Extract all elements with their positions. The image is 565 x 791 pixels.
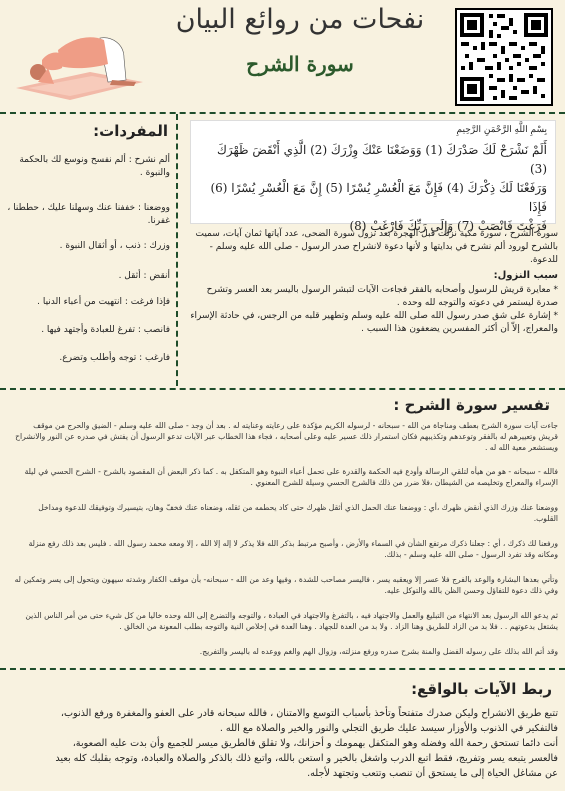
rabt-title: ربط الآيات بالواقع: xyxy=(411,680,552,698)
sabab-line: * معايرة قريش للرسول وأصحابه بالفقر فجاءت الآيات لتبشر الرسول باليسر بعد العسر وتشرح صدرة ليستمر في دعوته والتوجه لله وحده . xyxy=(206,285,558,308)
tafsir-paragraph: وقد أتم الله بذلك على رسوله الفضل والمنة بشرح صدره ورفع منزلته، وزوال الهم والغم ووعده له باليسر والتفريج. xyxy=(199,647,558,656)
divider-rabt xyxy=(0,668,565,670)
header xyxy=(0,0,565,112)
tafsir-paragraph: فالله - سبحانه - هو من هيأه لتلقي الرسالة وأودع فيه الحكمة والقدرة على تحمل أعباء النبوة وهو المتكفل به . كما ذكر البعض أن المقصود بالشرح - الشرح الحسي في ليلة الإسراء والمعراج وتخليصه من الشيطان ،فلا ضرر من ذلك فالشرح الحسي وسيلة للشرح المعنوي . xyxy=(24,467,558,487)
vocab-item: فانصب : تفرغ للعبادة وأجتهد فيها . xyxy=(41,325,170,335)
ayah-line: فَرَغْتَ فَانْصَبْ (7) وَإِلَى رَبِّكَ فَارْغَبْ (8) xyxy=(349,219,547,233)
tafsir-paragraph: وتأتي بعدها البشارة والوعد بالفرج فلا عسر إلا ويعقبه يسر ، فاليسر مصاحب للشدة ، وفيها وعد من الله - سبحانه- بأن موقف الكفار وشدته سيهون ويتحول إلى يسر وتمكين له وفي ذلك دعوة للتفاؤل وحسن الظن بالله والتوكل عليه. xyxy=(14,575,558,595)
vocab-item: وزرك : ذنب ، أو أثقال النبوة . xyxy=(59,241,170,251)
vocab-item: فارغب : توجه وأطلب وتضرع. xyxy=(59,353,170,363)
prostrating-man-illustration xyxy=(8,10,148,105)
basmala: بِسْمِ اللَّهِ الرَّحْمَنِ الرَّحِيمِ xyxy=(456,125,547,135)
vocab-item: ووضعنا : خففنا عنك وسهلنا عليك ، حططنا ، غفرنا. xyxy=(7,203,170,226)
tafsir-paragraph: ورفعنا لك ذكرك ، أي : جعلنا ذكرك مرتفع الشأن في السماء والأرض ، وأصبح مرتبط بذكر الله فلا يذكر لا إله إلا الله ، إلا ومعه محمد رسول الله . فليس بعد ذلك رفع منزلة ومكانه وقد تفرد الرسول - صلى الله عليه وسلم - بذلك. xyxy=(28,539,558,559)
divider-tafsir xyxy=(0,388,565,390)
ayah-line: أَلَمْ نَشْرَحْ لَكَ صَدْرَكَ (1) وَوَضَعْنَا عَنْكَ وِزْرَكَ (2) الَّذِي أَنْقَضَ ظَهْرَكَ (3) xyxy=(216,143,547,176)
sabab-title: سبب النزول: xyxy=(493,270,558,281)
surah-intro: سورة الشرح ، سورة مكية نزلت قبل الهجرة بعد نزول سورة الضحى، عدد آياتها ثمان آيات، سميت بالشرح لورود ألم نشرح في بدايتها و لأنها دعوة لانشراح صدر الرسول - صلى الله عليه وسلم - للدعوة. xyxy=(195,229,558,265)
page-subtitle: سورة الشرح xyxy=(246,52,354,76)
rabt-line: عن مشاغل الحياة إلى ما يستحق أن تنصب وتتعب وتجتهد لأجله. xyxy=(307,768,558,779)
tafsir-title: تفسير سورة الشرح : xyxy=(393,396,550,414)
tafsir-paragraph: جاءت آيات سورة الشرح بعطف ومناجاة من الله - سبحانه - لرسوله الكريم مؤكدة على رعايته وعنايته له . بعد أن وجد - صلى الله عليه وسلم - الضيق والحرج من موقف قريش وتعييرهم له بالفقر وتوعدهم وتكذيبهم فكان استمرار ذلك عسير عليه وعلى أصحابه ، فجاء هذا الخطاب عبر الآيات تدعو الرسول أن يفتش في صدره عن النور والانشراح ويستشعر معية الله له . xyxy=(15,421,558,452)
sabab-line: * إشارة على شق صدر رسول الله صلى الله عليه وسلم وتطهير قلبه من الرجس، في حادثة الإسراء والمعراج، إلاّ أن أكثر المفسرين يضعفون هذا السبب . xyxy=(190,311,558,334)
vocab-item: ألم نشرح : ألم نفسح ونوسع لك بالحكمة والنبوة . xyxy=(19,155,170,178)
vocab-item: فإذا فرغت : انتهيت من أعباء الدنيا . xyxy=(37,297,170,307)
rabt-line: فالتفكير في الذنوب والأوزار سيسد عليك طريق التجلي والنور والخير والصلاة مع الله . xyxy=(219,723,558,734)
ayah-line: وَرَفَعْنَا لَكَ ذِكْرَكَ (4) فَإِنَّ مَعَ الْعُسْرِ يُسْرًا (5) إِنَّ مَعَ الْعُسْرِ يُسْرًا (6) فَإِذَا xyxy=(210,181,547,214)
divider-header xyxy=(0,112,565,114)
sabab-body xyxy=(186,284,558,336)
tafsir-paragraph: ووضعنا عنك وزرك الذي أنقض ظهرك ،أي : ووضعنا عنك الحمل الذي أثقل ظهرك حتى كاد يحطمه من ثقله، وضعناه عنك فخفّ وهان، بتيسيرك وتوفيقك للدعوة ومداخل القلوب. xyxy=(38,503,558,523)
tafsir-paragraph: ثم يدعو الله الرسول بعد الانتهاء من التبليغ والعمل والاجتهاد فيه ، بالتفرغ والاجتهاد في العبادة ، والتوجه والتضرع إلى الله وحده خاليا من كل شيء حتى من أمر الناس الذين يشتغل بدعوتهم . . فلا بد من الزاد للطريق وهنا الزاد . ولا بد من العدة للجهاد . وهنا العدة في إخلاص النية والتوجه بطلب المعونة من الخالق . xyxy=(25,611,558,631)
vocab-title: المفردات: xyxy=(93,122,168,140)
rabt-line: تتبع طريق الانشراح وليكن صدرك متفتحاً وتأخذ بأسباب التوسع والامتنان ، فالله سبحانه قادر على العفو والمغفرة ورفع الذنوب، xyxy=(60,708,558,719)
qr-code-icon xyxy=(455,8,553,106)
divider-vertical xyxy=(176,114,178,386)
page-title: نفحات من روائع البيان xyxy=(175,4,425,35)
vocab-item: أنقض : أثقل . xyxy=(118,271,170,281)
rabt-line: أنت دائما تستحق رحمة الله وفضله وهو المتكفل بهمومك و أحزانك، ولا تقلق فالطريق ميسر للجميع وأن بدت عليه الصعوبة، xyxy=(72,738,558,749)
ayah-box xyxy=(190,120,556,233)
rabt-line: فالعسر يتبعه يسر وتفريج، فقط اتبع الدرب واشغل بالخير و استعن بالله، واتبع ذلك بالذكر والصلاة والعبادة، وتوجه بقلبك كله بعيد xyxy=(55,753,558,764)
